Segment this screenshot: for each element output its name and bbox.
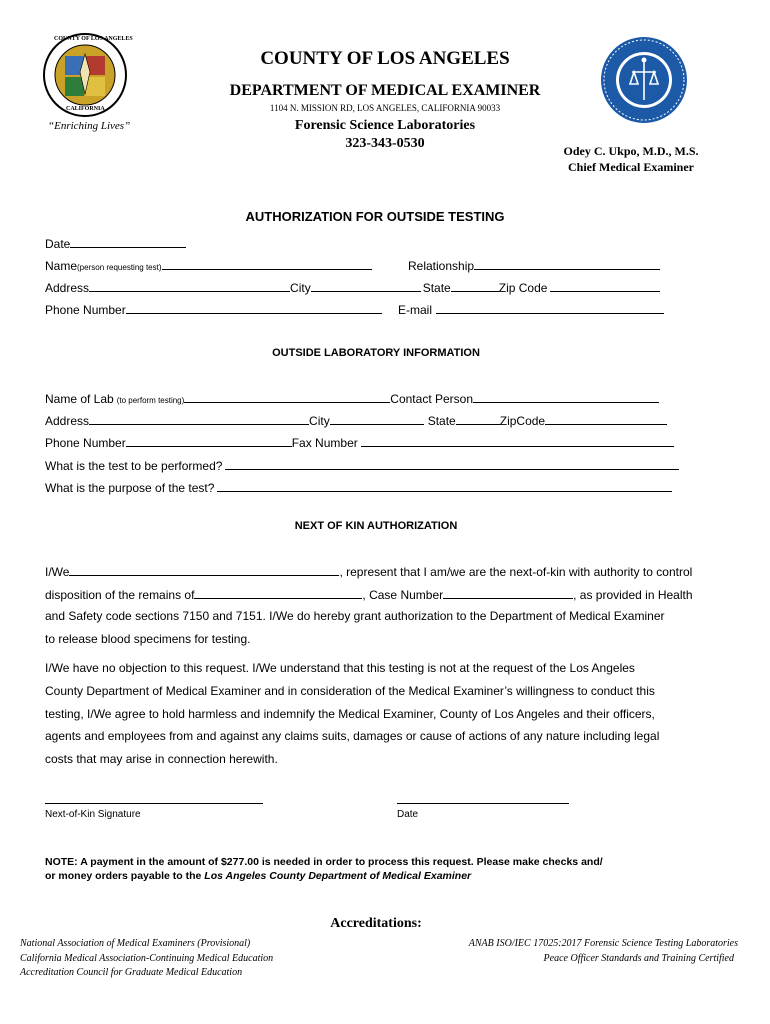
nok-text: to release blood specimens for testing. (45, 632, 251, 646)
department-address: 1104 N. MISSION RD, LOS ANGELES, CALIFORNIA 90033 (269, 103, 501, 113)
name-label: Name (45, 259, 78, 273)
test-question: What is the test to be performed? (45, 459, 223, 473)
lab-address-field[interactable] (89, 413, 309, 425)
nok-text: I/We have no objection to this request. I/We understand that this testing is not at the request of the Los Angeles (45, 661, 635, 675)
nok-text: disposition of the remains of (45, 588, 195, 602)
payee-name: Los Angeles County Department of Medical Examiner (204, 870, 472, 882)
payment-note: NOTE: A payment in the amount of $277.00 is needed in order to process this request. Please make checks and/ (45, 856, 603, 868)
lab-address-label: Address (45, 414, 90, 428)
decedent-field[interactable] (194, 587, 362, 599)
nok-text: , as provided in Health (573, 588, 693, 602)
seal-bottom-text: CALIFORNIA (66, 106, 105, 112)
accreditation-left-3: Accreditation Council for Graduate Medical Education (20, 967, 243, 978)
date-label: Date (45, 237, 71, 251)
purpose-field[interactable] (217, 480, 672, 492)
accreditation-right-1: ANAB ISO/IEC 17025:2017 Forensic Science Testing Laboratories (468, 938, 738, 949)
nok-text: testing, I/We agree to hold harmless and indemnify the Medical Examiner, County of Los Angeles and their officers, (45, 707, 655, 721)
signature-line[interactable] (45, 803, 263, 804)
examiner-title: Chief Medical Examiner (568, 160, 694, 174)
address-label: Address (45, 281, 90, 295)
lab-info-heading: OUTSIDE LABORATORY INFORMATION (272, 347, 480, 359)
state-label: State (422, 281, 451, 295)
name-field[interactable] (162, 258, 372, 270)
county-title: COUNTY OF LOS ANGELES (260, 48, 510, 69)
accreditation-left-2: California Medical Association-Continuing Medical Education (20, 953, 274, 964)
nok-name-field[interactable] (69, 564, 339, 576)
fax-field[interactable] (361, 435, 674, 447)
email-label: E-mail (398, 303, 433, 317)
email-field[interactable] (436, 302, 664, 314)
lab-zip-field[interactable] (545, 413, 667, 425)
lab-zip-label: ZipCode (499, 414, 546, 428)
nok-text: and Safety code sections 7150 and 7151. I/We do hereby grant authorization to the Department of Medical Examiner (45, 609, 665, 623)
nok-heading: NEXT OF KIN AUTHORIZATION (294, 520, 458, 532)
contact-label: Contact Person (390, 392, 474, 406)
department-title: DEPARTMENT OF MEDICAL EXAMINER (229, 82, 541, 99)
lab-phone-field[interactable] (126, 435, 292, 447)
nok-text: I/We (45, 565, 70, 579)
city-field[interactable] (311, 280, 421, 292)
signature-label: Next-of-Kin Signature (45, 809, 141, 820)
accreditations-heading: Accreditations: (330, 916, 422, 931)
nok-text: , represent that I am/we are the next-of-kin with authority to control (339, 565, 693, 579)
city-label: City (290, 281, 311, 295)
lab-name-label: Name of Lab (45, 392, 114, 406)
lab-name: Forensic Science Laboratories (294, 118, 476, 133)
payment-note-2: or money orders payable to the (45, 870, 205, 882)
date-field[interactable] (70, 236, 186, 248)
name-note: (person requesting test) (77, 263, 162, 272)
lab-phone: 323-343-0530 (345, 136, 425, 151)
lab-city-field[interactable] (330, 413, 424, 425)
accreditation-left-1: National Association of Medical Examiners (Provisional) (20, 938, 251, 949)
relationship-field[interactable] (474, 258, 660, 270)
nok-text: County Department of Medical Examiner and in consideration of the Medical Examiner’s willingness to conduct this (45, 684, 655, 698)
phone-label: Phone Number (45, 303, 126, 317)
accreditation-right-2: Peace Officer Standards and Training Certified (543, 953, 734, 964)
test-field[interactable] (225, 458, 679, 470)
nok-text: agents and employees from and against any claims suits, damages or cause of actions of any nature including legal (45, 729, 660, 743)
address-field[interactable] (89, 280, 290, 292)
lab-state-label: State (427, 414, 456, 428)
seal-top-text: COUNTY OF LOS ANGELES (54, 36, 133, 42)
lab-name-note: (to perform testing) (116, 396, 185, 405)
examiner-name: Odey C. Ukpo, M.D., M.S. (563, 144, 699, 158)
lab-state-field[interactable] (456, 413, 500, 425)
relationship-label: Relationship (408, 259, 475, 273)
zip-label: Zip Code (498, 281, 548, 295)
nok-text: , Case Number (362, 588, 444, 602)
lab-name-field[interactable] (184, 391, 390, 403)
contact-field[interactable] (473, 391, 659, 403)
state-field[interactable] (451, 280, 499, 292)
fax-label: Fax Number (291, 436, 358, 450)
form-title: AUTHORIZATION FOR OUTSIDE TESTING (245, 209, 505, 224)
lab-city-label: City (309, 414, 330, 428)
signature-date-line[interactable] (397, 803, 569, 804)
nok-text: costs that may arise in connection herewith. (45, 752, 278, 766)
signature-date-label: Date (397, 809, 419, 820)
phone-field[interactable] (126, 302, 382, 314)
motto: “Enriching Lives” (48, 120, 131, 132)
zip-field[interactable] (550, 280, 660, 292)
purpose-question: What is the purpose of the test? (45, 481, 215, 495)
case-number-field[interactable] (443, 587, 573, 599)
lab-phone-label: Phone Number (45, 436, 126, 450)
